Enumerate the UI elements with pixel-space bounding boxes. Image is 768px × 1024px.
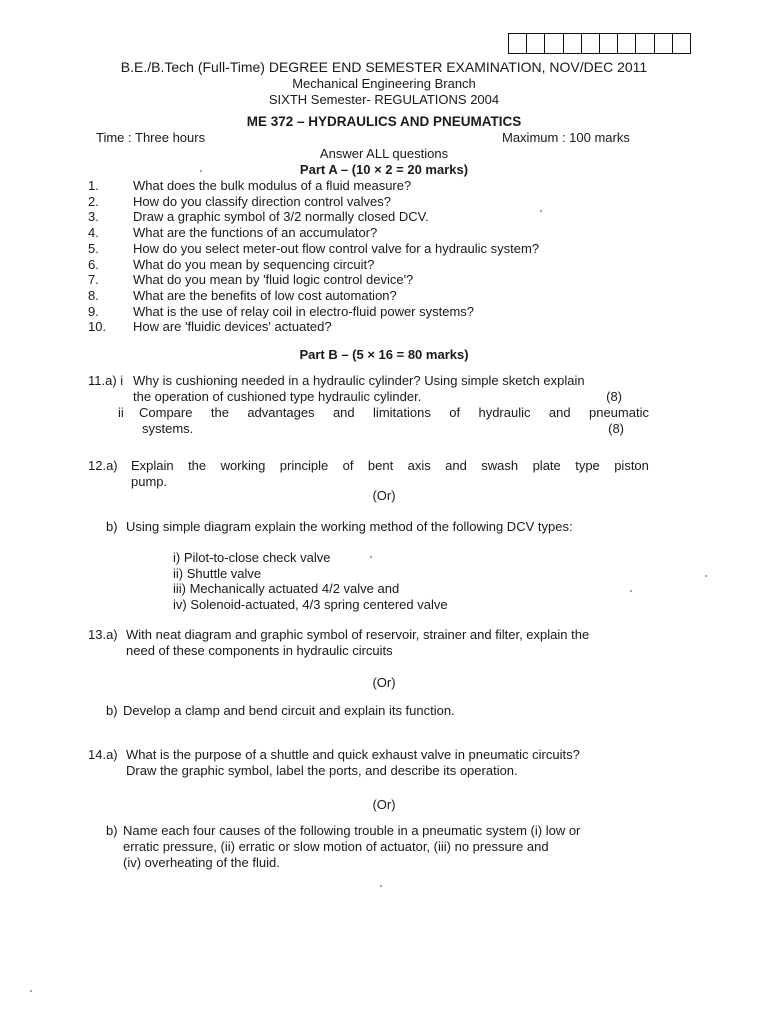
question-text: What is the use of relay coil in electro-fluid power systems? [133, 303, 475, 319]
register-box-cell [672, 34, 690, 53]
q14a-line1: What is the purpose of a shuttle and quick exhaust valve in pneumatic circuits? [126, 747, 580, 762]
question-text: What do you mean by 'fluid logic control device'? [133, 272, 414, 288]
word: Explain [131, 458, 174, 473]
word: the [188, 458, 207, 473]
scan-speck [370, 556, 372, 558]
q14-label: 14.a) [88, 747, 118, 762]
scan-speck [200, 170, 202, 172]
maximum-marks: Maximum : 100 marks [502, 130, 630, 145]
question-number: 6. [88, 256, 99, 272]
question-text: What do you mean by sequencing circuit? [133, 256, 375, 272]
q14b-line3: (iv) overheating of the fluid. [123, 855, 280, 870]
register-box-cell [654, 34, 672, 53]
register-box-cell [509, 34, 526, 53]
q13a-line1: With neat diagram and graphic symbol of reservoir, strainer and filter, explain the [126, 627, 590, 642]
dcv-type-item: iv) Solenoid-actuated, 4/3 spring centered valve [173, 596, 448, 612]
word: plate [532, 458, 561, 473]
scan-speck [630, 590, 632, 592]
register-box-cell [563, 34, 581, 53]
word: axis [407, 458, 431, 473]
question-number: 1. [88, 178, 99, 193]
register-box-cell [635, 34, 653, 53]
q13-or: (Or) [372, 675, 396, 690]
word: pneumatic [588, 405, 649, 420]
word: hydraulic [478, 405, 531, 420]
word: the [210, 405, 229, 420]
question-text: What are the functions of an accumulator? [133, 225, 378, 241]
dcv-type-item: ii) Shuttle valve [173, 565, 262, 581]
q14-or: (Or) [372, 797, 396, 812]
question-text: How are 'fluidic devices' actuated? [133, 319, 332, 335]
q11a-ii-line2: systems. [142, 421, 194, 436]
word: of [342, 458, 354, 473]
register-number-boxes [508, 33, 691, 54]
q14a-line2: Draw the graphic symbol, label the ports, and describe its operation. [126, 763, 518, 778]
register-box-cell [599, 34, 617, 53]
word: and [548, 405, 571, 420]
question-number: 5. [88, 240, 99, 256]
q13a-line2: need of these components in hydraulic circuits [126, 643, 393, 658]
scan-speck [380, 885, 382, 887]
word: principle [279, 458, 329, 473]
part-b-title: Part B – (5 × 16 = 80 marks) [299, 347, 469, 362]
word: and [445, 458, 467, 473]
question-number: 3. [88, 209, 99, 225]
question-number: 10. [88, 319, 107, 335]
q13-label: 13.a) [88, 627, 118, 642]
dcv-type-item: iii) Mechanically actuated 4/2 valve and [173, 581, 400, 596]
question-text: What are the benefits of low cost automation? [133, 287, 397, 303]
word: limitations [373, 405, 431, 420]
register-box-cell [617, 34, 635, 53]
part-a-title: Part A – (10 × 2 = 20 marks) [299, 162, 469, 177]
q12a-line1 [131, 458, 649, 473]
q11a-ii-label: ii [118, 405, 124, 420]
word: swash [481, 458, 519, 473]
question-text: Draw a graphic symbol of 3/2 normally closed DCV. [133, 209, 429, 225]
scan-speck [30, 990, 32, 992]
q11a-i-marks: (8) [606, 389, 622, 404]
q12b-text: Using simple diagram explain the working method of the following DCV types: [126, 519, 573, 534]
register-box-cell [581, 34, 599, 53]
instruction: Answer ALL questions [319, 146, 449, 161]
q12-label: 12.a) [88, 458, 118, 473]
word: and [332, 405, 355, 420]
word: of [449, 405, 461, 420]
word: working [220, 458, 266, 473]
question-text: What does the bulk modulus of a fluid measure? [133, 178, 412, 193]
q12-or: (Or) [372, 488, 396, 503]
duration: Time : Three hours [96, 130, 206, 145]
word: Compare [139, 405, 193, 420]
question-number: 8. [88, 287, 99, 303]
word: type [575, 458, 600, 473]
q13b-text: Develop a clamp and bend circuit and explain its function. [123, 703, 455, 718]
register-box-cell [544, 34, 562, 53]
question-number: 9. [88, 303, 99, 319]
dcv-type-item: i) Pilot-to-close check valve [173, 550, 331, 565]
q11a-ii-line1 [139, 405, 649, 420]
question-text: How do you classify direction control valves? [133, 193, 391, 209]
q11a-i-line1: Why is cushioning needed in a hydraulic cylinder? Using simple sketch explain [133, 373, 585, 388]
q11a-ii-marks: (8) [608, 421, 624, 436]
word: piston [614, 458, 649, 473]
branch-name: Mechanical Engineering Branch [292, 76, 476, 91]
word: advantages [247, 405, 315, 420]
exam-title: B.E./B.Tech (Full-Time) DEGREE END SEMESTER EXAMINATION, NOV/DEC 2011 [120, 59, 648, 75]
q12b-label: b) [106, 519, 118, 534]
q14b-line1: Name each four causes of the following trouble in a pneumatic system (i) low or [123, 823, 581, 838]
scan-speck [540, 210, 542, 212]
word: bent [367, 458, 394, 473]
q11-label: 11.a) i [88, 373, 124, 388]
question-number: 4. [88, 225, 99, 241]
q11a-i-line2: the operation of cushioned type hydraulic cylinder. [133, 389, 422, 404]
question-text: How do you select meter-out flow control valve for a hydraulic system? [133, 240, 540, 256]
question-number: 7. [88, 272, 99, 288]
semester-regulation: SIXTH Semester- REGULATIONS 2004 [268, 92, 500, 107]
q12a-line2: pump. [131, 474, 168, 489]
q13b-label: b) [106, 703, 118, 718]
q14b-label: b) [106, 823, 118, 838]
register-box-cell [526, 34, 544, 53]
scan-speck [705, 575, 707, 577]
question-number: 2. [88, 193, 99, 209]
course-title: ME 372 – HYDRAULICS AND PNEUMATICS [246, 114, 522, 129]
q14b-line2: erratic pressure, (ii) erratic or slow motion of actuator, (iii) no pressure and [123, 839, 549, 854]
